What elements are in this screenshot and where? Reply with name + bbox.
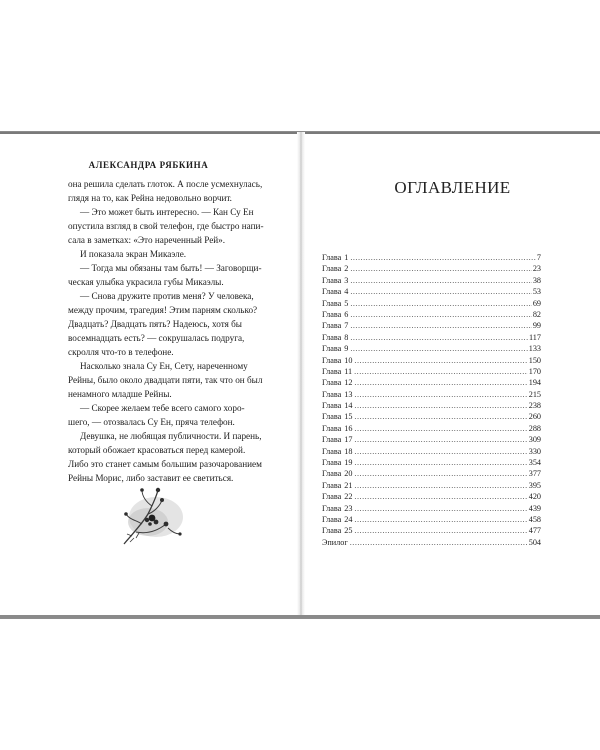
left-page <box>0 132 297 618</box>
toc-entry-page: 150 <box>528 355 541 365</box>
toc-entry-page: 69 <box>532 298 541 308</box>
toc-entry-page: 133 <box>528 344 541 354</box>
toc-entry-label: Глава <box>322 378 342 388</box>
toc-leader-dots <box>354 491 527 502</box>
toc-entry-label: Глава <box>322 492 342 502</box>
toc-list <box>322 252 541 548</box>
toc-entry-number: 1 <box>344 253 349 262</box>
toc-entry-page: 504 <box>528 537 541 547</box>
toc-entry-page: 53 <box>532 287 541 297</box>
toc-entry <box>322 434 541 445</box>
toc-entry-label: Глава <box>322 446 342 456</box>
toc-entry <box>322 355 541 366</box>
toc-entry-number: 22 <box>344 492 353 502</box>
toc-entry-label: Глава <box>322 275 342 285</box>
toc-entry-label: Глава <box>322 321 342 331</box>
toc-entry-number: 15 <box>344 412 353 422</box>
toc-entry-number: 8 <box>344 332 349 342</box>
toc-leader-dots <box>354 377 527 388</box>
toc-entry <box>322 400 541 411</box>
toc-entry-label: Глава <box>322 469 342 479</box>
toc-entry <box>322 446 541 457</box>
toc-entry-number: 16 <box>344 423 353 433</box>
toc-entry <box>322 468 541 479</box>
toc-entry-label: Глава <box>322 458 342 468</box>
toc-entry <box>322 389 541 400</box>
text-line: восемнадцать есть? — сокрушалась подруга, <box>68 333 245 343</box>
toc-entry-label: Глава <box>322 514 342 524</box>
text-line: глядя на то, как Рейна недовольно ворчит. <box>68 193 232 203</box>
toc-leader-dots <box>350 252 536 263</box>
toc-entry-label: Глава <box>322 344 342 354</box>
toc-entry-number: 13 <box>344 389 353 399</box>
toc-entry <box>322 423 541 434</box>
toc-leader-dots <box>350 537 528 548</box>
toc-entry-page: 7 <box>536 253 541 262</box>
toc-entry-page: 439 <box>528 503 541 513</box>
toc-leader-dots <box>354 423 527 434</box>
toc-entry-page: 420 <box>528 492 541 502</box>
toc-entry-page: 82 <box>532 309 541 319</box>
toc-entry-number: 23 <box>344 503 353 513</box>
toc-leader-dots <box>354 480 527 491</box>
toc-entry-page: 458 <box>528 514 541 524</box>
text-line: Двадцать? Двадцать пять? Надеюсь, хотя бы <box>68 319 242 329</box>
toc-entry-label: Глава <box>322 309 342 319</box>
toc-entry-number: 2 <box>344 264 349 274</box>
text-line: И показала экран Микаэле. <box>80 249 187 259</box>
toc-entry-number: 18 <box>344 446 353 456</box>
toc-entry <box>322 286 541 297</box>
text-line: ненамного младше Рейны. <box>68 389 172 399</box>
toc-entry-label: Глава <box>322 435 342 445</box>
running-head: АЛЕКСАНДРА РЯБКИНА <box>88 160 209 170</box>
toc-entry-page: 330 <box>528 446 541 456</box>
toc-entry <box>322 366 541 377</box>
toc-entry-number: 5 <box>344 298 349 308</box>
toc-entry <box>322 525 541 536</box>
toc-leader-dots <box>350 343 527 354</box>
toc-entry-page: 354 <box>528 458 541 468</box>
toc-entry-page: 238 <box>528 401 541 411</box>
toc-entry-label: Глава <box>322 332 342 342</box>
toc-entry-number: 7 <box>344 321 349 331</box>
toc-leader-dots <box>350 275 531 286</box>
toc-entry <box>322 263 541 274</box>
toc-entry-label: Глава <box>322 298 342 308</box>
text-line: Рейны Морис, либо заставит ее светиться. <box>68 473 234 483</box>
toc-entry-label: Глава <box>322 526 342 536</box>
text-line: Девушка, не любящая публичности. И парень, <box>80 431 262 441</box>
toc-leader-dots <box>350 286 531 297</box>
toc-entry-number: 21 <box>344 480 353 490</box>
toc-leader-dots <box>354 457 527 468</box>
toc-entry-number: 19 <box>344 458 353 468</box>
toc-entry <box>322 377 541 388</box>
text-line: — Тогда мы обязаны там быть! — Заговорщи- <box>80 263 262 273</box>
toc-entry-page: 395 <box>528 480 541 490</box>
toc-entry-page: 117 <box>529 332 541 342</box>
text-line: опустила взгляд в свой телефон, где быстро напи- <box>68 221 264 231</box>
text-line: между прочим, трагедия! Этим парням сколько? <box>68 305 258 315</box>
toc-leader-dots <box>350 320 531 331</box>
toc-entry-page: 170 <box>528 366 541 376</box>
toc-entry-number: 12 <box>344 378 353 388</box>
toc-entry-label: Глава <box>322 355 342 365</box>
body-text <box>68 177 268 485</box>
toc-entry-page: 215 <box>528 389 541 399</box>
floral-ornament-icon <box>112 484 190 550</box>
toc-leader-dots <box>354 400 527 411</box>
toc-entry-page: 38 <box>532 275 541 285</box>
toc-entry-page: 309 <box>528 435 541 445</box>
toc-entry-number: 24 <box>344 514 353 524</box>
toc-entry-label: Глава <box>322 389 342 399</box>
toc-entry-label: Глава <box>322 423 342 433</box>
toc-entry-label: Глава <box>322 253 342 262</box>
toc-entry-page: 99 <box>532 321 541 331</box>
toc-entry-page: 477 <box>528 526 541 536</box>
toc-entry-label: Глава <box>322 412 342 422</box>
toc-entry-label: Глава <box>322 366 342 376</box>
toc-entry <box>322 275 541 286</box>
toc-leader-dots <box>354 355 527 366</box>
toc-entry-label: Глава <box>322 503 342 513</box>
toc-entry <box>322 309 541 320</box>
toc-entry-number: 14 <box>344 401 353 411</box>
book-gutter <box>297 132 305 618</box>
toc-entry <box>322 503 541 514</box>
toc-entry-page: 377 <box>528 469 541 479</box>
toc-entry <box>322 320 541 331</box>
text-line: — Скорее желаем тебе всего самого хоро- <box>80 403 245 413</box>
toc-leader-dots <box>354 525 527 536</box>
toc-entry-number: 11 <box>344 366 353 376</box>
toc-entry-number: 10 <box>344 355 353 365</box>
toc-entry-label: Глава <box>322 264 342 274</box>
book-spread <box>0 132 600 618</box>
toc-leader-dots <box>350 263 531 274</box>
toc-entry <box>322 298 541 309</box>
toc-entry-number: 3 <box>344 275 349 285</box>
toc-leader-dots <box>350 309 531 320</box>
text-line: скролля что-то в телефоне. <box>68 347 174 357</box>
toc-entry <box>322 332 541 343</box>
toc-entry-number: 25 <box>344 526 353 536</box>
toc-leader-dots <box>354 503 527 514</box>
toc-title: ОГЛАВЛЕНИЕ <box>394 178 511 197</box>
toc-entry <box>322 537 541 548</box>
toc-leader-dots <box>354 366 528 377</box>
toc-entry <box>322 491 541 502</box>
toc-leader-dots <box>354 389 527 400</box>
text-line: Либо это станет самым большим разочарованием <box>68 459 262 469</box>
text-line: — Снова дружите против меня? У человека, <box>80 291 254 301</box>
toc-entry-label: Глава <box>322 401 342 411</box>
toc-entry <box>322 514 541 525</box>
text-line: который обожает красоваться перед камерой. <box>68 445 246 455</box>
toc-entry <box>322 343 541 354</box>
toc-entry-page: 23 <box>532 264 541 274</box>
toc-leader-dots <box>354 434 527 445</box>
toc-entry-label: Глава <box>322 287 342 297</box>
toc-entry-page: 288 <box>528 423 541 433</box>
toc-leader-dots <box>350 332 528 343</box>
toc-entry-number: 20 <box>344 469 353 479</box>
toc-entry-page: 194 <box>528 378 541 388</box>
toc-entry-page: 260 <box>528 412 541 422</box>
text-line: Насколько знала Су Ен, Сету, нареченному <box>80 361 248 371</box>
text-line: — Это может быть интересно. — Кан Су Ен <box>80 207 254 217</box>
toc-entry-number: 9 <box>344 344 349 354</box>
toc-entry <box>322 480 541 491</box>
right-page <box>305 132 600 618</box>
toc-leader-dots <box>354 468 527 479</box>
toc-leader-dots <box>354 411 527 422</box>
toc-entry-number: 4 <box>344 287 349 297</box>
toc-entry-label: Эпилог <box>322 537 348 547</box>
toc-entry <box>322 411 541 422</box>
text-line: сала в заметках: «Это нареченный Рей». <box>68 235 226 245</box>
toc-leader-dots <box>350 298 531 309</box>
toc-entry-number: 6 <box>344 309 349 319</box>
toc-entry-number: 17 <box>344 435 353 445</box>
toc-entry <box>322 252 541 263</box>
text-line: Рейны, было около двадцати пяти, так что он был <box>68 375 263 385</box>
text-line: шего, — отозвалась Су Ен, пряча телефон. <box>68 417 235 427</box>
toc-leader-dots <box>354 446 527 457</box>
toc-entry-label: Глава <box>322 480 342 490</box>
toc-entry <box>322 457 541 468</box>
text-line: она решила сделать глоток. А после усмехнулась, <box>68 179 263 189</box>
text-line: ческая улыбка украсила губы Микаэлы. <box>68 277 224 287</box>
toc-leader-dots <box>354 514 527 525</box>
